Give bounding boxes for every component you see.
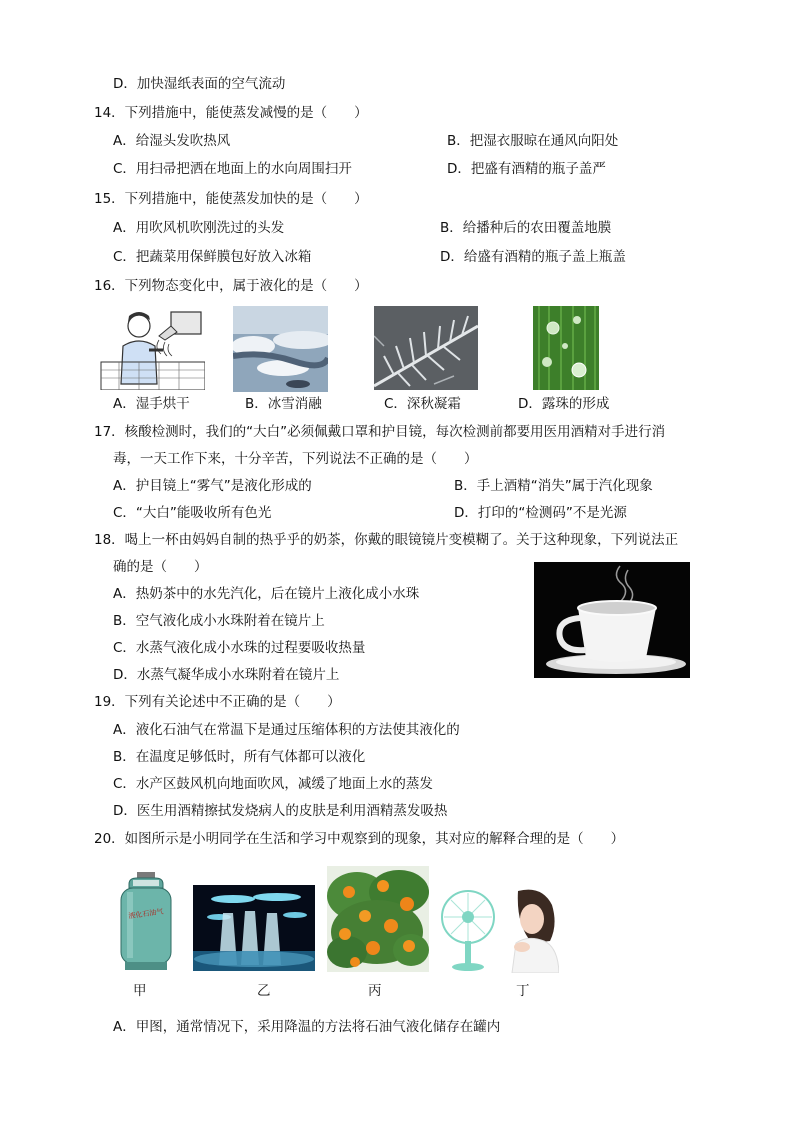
q18-option-c: C．水蒸气液化成小水珠的过程要吸收热量: [113, 640, 366, 656]
q16-stem: 16．下列物态变化中，属于液化的是（ ）: [94, 278, 368, 294]
q19-option-a: A．液化石油气在常温下是通过压缩体积的方法使其液化的: [113, 722, 460, 738]
q13-option-d: D．加快湿纸表面的空气流动: [113, 76, 286, 92]
q14-option-b: B．把湿衣服晾在通风向阳处: [447, 133, 619, 149]
dew-drops-image: [533, 306, 599, 390]
q14-stem: 14．下列措施中，能使蒸发减慢的是（ ）: [94, 105, 368, 121]
q20-stem: 20．如图所示是小明同学在生活和学习中观察到的现象，其对应的解释合理的是（ ）: [94, 831, 625, 847]
q14-option-a: A．给湿头发吹热风: [113, 133, 231, 149]
q20-option-a: A．甲图，通常情况下，采用降温的方法将石油气液化储存在罐内: [113, 1019, 501, 1035]
q17-option-c: C．“大白”能吸收所有色光: [113, 505, 272, 521]
q15-stem: 15．下列措施中，能使蒸发加快的是（ ）: [94, 191, 368, 207]
q17-stem-line1: 17．核酸检测时，我们的“大白”必须佩戴口罩和护目镜，每次检测前都要用医用酒精对手进行消: [94, 424, 666, 440]
q17-option-d: D．打印的“检测码”不是光源: [454, 505, 627, 521]
gas-tank-image: [115, 870, 177, 972]
q18-option-b: B．空气液化成小水珠附着在镜片上: [113, 613, 325, 629]
hand-dryer-image: [99, 306, 205, 390]
q18-option-d: D．水蒸气凝华成小水珠附着在镜片上: [113, 667, 340, 683]
q16-option-b: B．冰雪消融: [245, 396, 322, 412]
q17-stem-line2: 毒，一天工作下来，十分辛苦，下列说法不正确的是（ ）: [113, 451, 478, 467]
q16-option-c: C．深秋凝霜: [384, 396, 461, 412]
stage-fog-image: [193, 885, 315, 971]
caption-yi: 乙: [257, 983, 271, 999]
q14-option-c: C．用扫帚把洒在地面上的水向周围扫开: [113, 161, 352, 177]
q15-option-a: A．用吹风机吹刚洗过的头发: [113, 220, 285, 236]
hot-cup-image: [534, 562, 690, 678]
q17-option-b: B．手上酒精“消失”属于汽化现象: [454, 478, 653, 494]
frost-image: [374, 306, 478, 390]
q18-option-a: A．热奶茶中的水先汽化，后在镜片上液化成小水珠: [113, 586, 420, 602]
orange-tree-image: [327, 866, 429, 972]
fan-woman-image: [432, 885, 559, 973]
q19-option-c: C．水产区鼓风机向地面吹风，减缓了地面上水的蒸发: [113, 776, 433, 792]
q15-option-d: D．给盛有酒精的瓶子盖上瓶盖: [440, 249, 626, 265]
q19-option-d: D．医生用酒精擦拭发烧病人的皮肤是利用酒精蒸发吸热: [113, 803, 448, 819]
q19-option-b: B．在温度足够低时，所有气体都可以液化: [113, 749, 366, 765]
q18-stem-line1: 18．喝上一杯由妈妈自制的热乎乎的奶茶，你戴的眼镜镜片变模糊了。关于这种现象，下列说法正: [94, 532, 679, 548]
caption-bing: 丙: [368, 983, 382, 999]
caption-ding: 丁: [516, 983, 530, 999]
q15-option-b: B．给播种后的农田覆盖地膜: [440, 220, 612, 236]
q14-option-d: D．把盛有酒精的瓶子盖严: [447, 161, 606, 177]
q16-option-a: A．湿手烘干: [113, 396, 190, 412]
caption-jia: 甲: [133, 983, 147, 999]
q18-stem-line2: 确的是（ ）: [113, 559, 208, 575]
q15-option-c: C．把蔬菜用保鲜膜包好放入冰箱: [113, 249, 312, 265]
melting-snow-image: [233, 306, 328, 392]
gas-tank-label: 液化石油气: [128, 907, 164, 921]
q19-stem: 19．下列有关论述中不正确的是（ ）: [94, 694, 341, 710]
q17-option-a: A．护目镜上“雾气”是液化形成的: [113, 478, 312, 494]
q16-option-d: D．露珠的形成: [518, 396, 610, 412]
